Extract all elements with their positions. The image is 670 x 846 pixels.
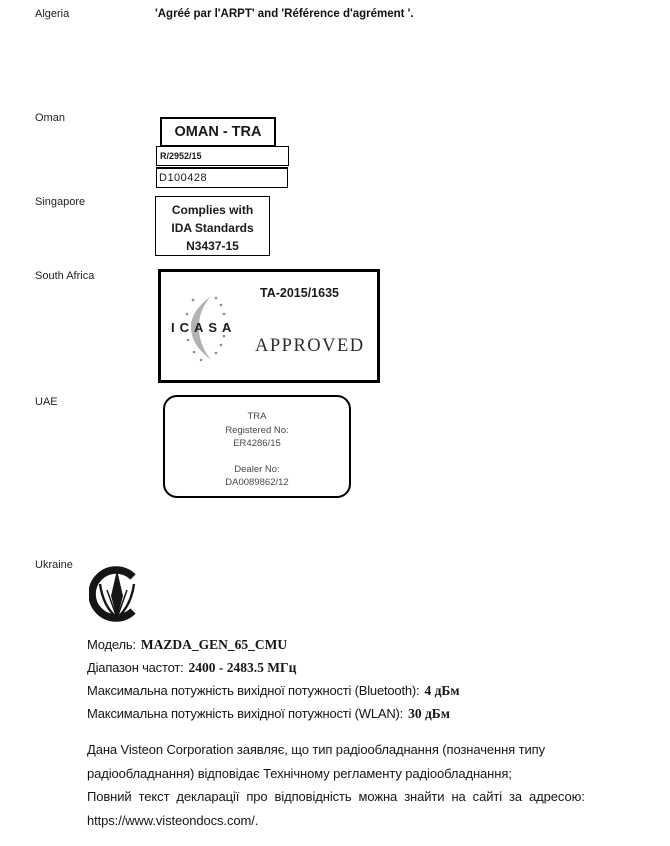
declaration-line: Повний текст декларації про відповідність можна знайти на сайті за адресою: [87,789,585,804]
ukraine-frequency-line [87,656,460,679]
country-label-south-africa: South Africa [35,270,95,282]
wlan-power-value: 30 дБм [408,706,450,721]
singapore-label-line2: IDA Standards [171,221,254,235]
oman-dealer-number: D100428 [156,167,288,188]
singapore-ida-label [155,196,270,256]
country-label-singapore: Singapore [35,196,86,208]
uae-dealer-caption: Dealer No: [234,463,280,475]
country-label-uae: UAE [35,396,58,408]
ukraine-spec-block [87,633,460,725]
uae-registered-caption: Registered No: [225,424,289,436]
icasa-logo-text: ICASA [171,320,237,335]
uae-registered-number: ER4286/15 [233,438,281,449]
uae-dealer-number: DA0089862/12 [225,477,289,488]
model-value: MAZDA_GEN_65_CMU [140,637,288,652]
oman-registration-number: R/2952/15 [156,146,289,166]
algeria-requirement-text: 'Agréé par l'ARPT' and 'Référence d'agrément '. [155,8,414,20]
oman-tra-title: OMAN - TRA [160,117,276,147]
declaration-line: Дана Visteon Corporation заявляє, що тип радіообладнання (позначення типу [87,742,545,757]
ukrsepro-conformity-mark-icon [89,556,145,632]
south-africa-icasa-label [158,269,380,383]
declaration-url-line: https://www.visteondocs.com/. [87,812,259,828]
icasa-approved-text: APPROVED [255,336,365,356]
frequency-value: 2400 - 2483.5 МГц [188,660,297,675]
country-label-oman: Oman [35,112,65,124]
ukraine-bluetooth-power-line [87,679,460,702]
frequency-label: Діапазон частот: [87,660,184,675]
ukraine-wlan-power-line [87,702,460,725]
oman-tra-label [156,117,288,188]
uae-authority: TRA [247,411,267,422]
country-label-ukraine: Ukraine [35,559,73,571]
singapore-label-line1: Complies with [171,203,254,217]
uae-tra-label [163,395,351,498]
ukraine-model-line [87,633,460,656]
bluetooth-power-label: Максимальна потужність вихідної потужності (Bluetooth): [87,683,420,698]
ukraine-declaration-paragraph [87,738,585,832]
uae-label-spacer [165,451,349,463]
model-label: Модель: [87,637,136,652]
declaration-line: радіообладнання) відповідає Технічному регламенту радіообладнання; [87,765,512,781]
icasa-ta-number: TA-2015/1635 [260,286,339,300]
bluetooth-power-value: 4 дБм [424,683,460,698]
wlan-power-label: Максимальна потужність вихідної потужності (WLAN): [87,706,404,721]
country-label-algeria: Algeria [35,8,70,20]
singapore-label-line3: N3437-15 [186,239,239,253]
